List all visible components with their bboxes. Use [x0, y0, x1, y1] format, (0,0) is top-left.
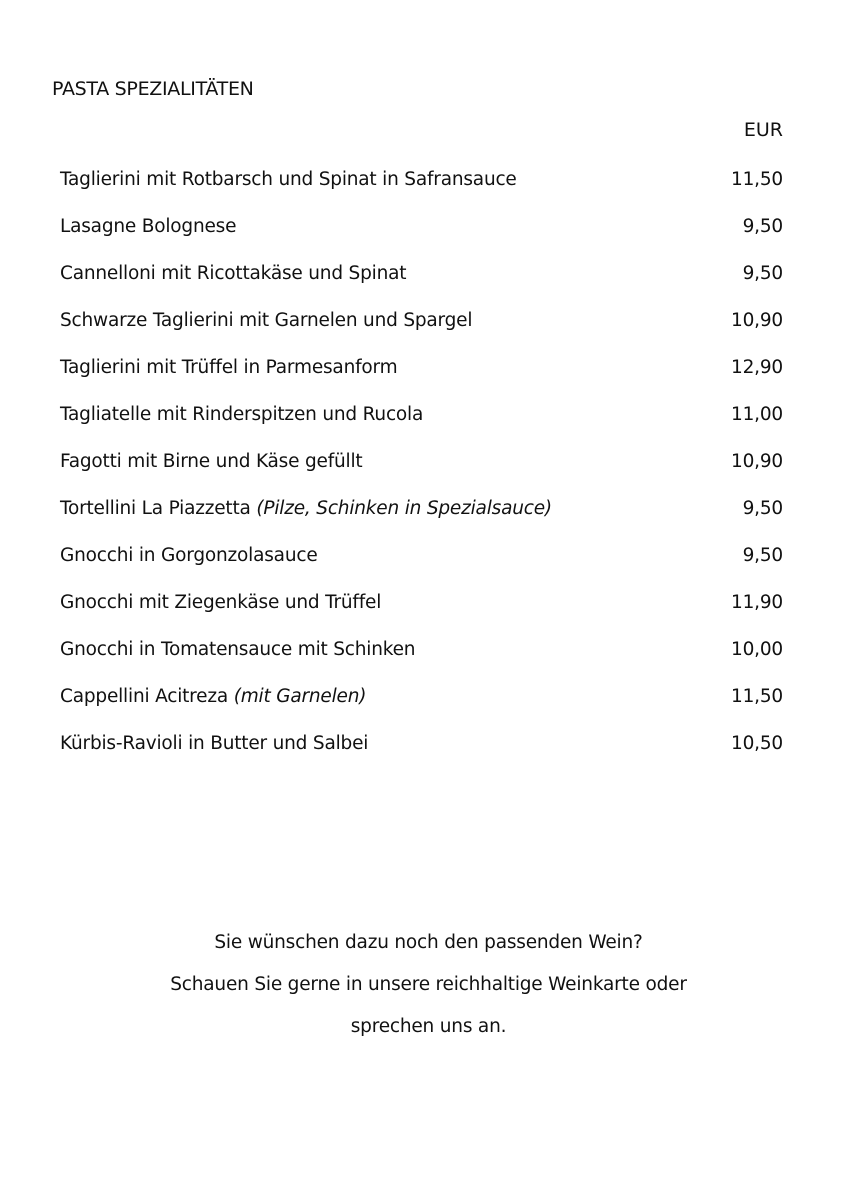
menu-item	[60, 683, 783, 730]
menu-item	[60, 730, 783, 777]
wine-note	[0, 928, 857, 1054]
menu-item-name: Gnocchi in Tomatensauce mit Schinken	[60, 639, 416, 660]
menu-item-price: 11,00	[731, 404, 783, 425]
menu-item	[60, 589, 783, 636]
section-title: PASTA SPEZIALITÄTEN	[52, 78, 254, 100]
menu-item	[60, 401, 783, 448]
menu-item-price: 11,90	[731, 592, 783, 613]
menu-item-price: 9,50	[742, 498, 783, 519]
menu-item	[60, 542, 783, 589]
menu-item-title	[60, 683, 366, 730]
menu-item-name: Tortellini La Piazzetta	[60, 498, 251, 519]
menu-item-name: Cappellini Acitreza	[60, 686, 229, 707]
menu-item-name: Fagotti mit Birne und Käse gefüllt	[60, 451, 363, 472]
menu-item-price: 10,00	[731, 639, 783, 660]
menu-item	[60, 307, 783, 354]
menu-item-title	[60, 495, 552, 542]
menu-item-title	[60, 636, 415, 683]
menu-item-title	[60, 166, 517, 213]
menu-item-name: Cannelloni mit Ricottakäse und Spinat	[60, 263, 407, 284]
menu-item	[60, 260, 783, 307]
menu-item-name: Schwarze Taglierini mit Garnelen und Spargel	[60, 310, 473, 331]
menu-item-title	[60, 354, 397, 401]
menu-item-name: Gnocchi in Gorgonzolasauce	[60, 545, 318, 566]
menu-item-title	[60, 307, 472, 354]
currency-label: EUR	[743, 119, 783, 141]
menu-item-title	[60, 260, 406, 307]
wine-note-line: Schauen Sie gerne in unsere reichhaltige Weinkarte oder	[170, 974, 687, 995]
menu-item	[60, 166, 783, 213]
menu-item-name: Lasagne Bolognese	[60, 216, 237, 237]
menu-item	[60, 213, 783, 260]
menu-item-name: Taglierini mit Trüffel in Parmesanform	[60, 357, 398, 378]
menu-list	[60, 166, 783, 777]
menu-item-title	[60, 542, 318, 589]
menu-item-price: 10,50	[731, 733, 783, 754]
menu-item-note: (mit Garnelen)	[233, 686, 367, 707]
menu-item-price: 9,50	[742, 216, 783, 237]
menu-item-note: (Pilze, Schinken in Spezialsauce)	[256, 498, 552, 519]
menu-item-price: 12,90	[731, 357, 783, 378]
wine-note-line: sprechen uns an.	[350, 1016, 507, 1037]
menu-item	[60, 354, 783, 401]
menu-item-title	[60, 589, 381, 636]
menu-item-name: Kürbis-Ravioli in Butter und Salbei	[60, 733, 369, 754]
menu-item-price: 9,50	[742, 545, 783, 566]
menu-item-name: Taglierini mit Rotbarsch und Spinat in Safransauce	[60, 169, 517, 190]
menu-item-name: Tagliatelle mit Rinderspitzen und Rucola	[60, 404, 424, 425]
menu-item	[60, 448, 783, 495]
menu-item-price: 11,50	[731, 686, 783, 707]
menu-item	[60, 495, 783, 542]
menu-item-title	[60, 730, 368, 777]
menu-item-name: Gnocchi mit Ziegenkäse und Trüffel	[60, 592, 382, 613]
menu-item-title	[60, 213, 236, 260]
menu-item	[60, 636, 783, 683]
menu-item-price: 10,90	[731, 310, 783, 331]
menu-item-price: 11,50	[731, 169, 783, 190]
menu-item-price: 10,90	[731, 451, 783, 472]
menu-item-price: 9,50	[742, 263, 783, 284]
wine-note-line: Sie wünschen dazu noch den passenden Wein?	[214, 932, 643, 953]
menu-item-title	[60, 401, 423, 448]
menu-item-title	[60, 448, 362, 495]
